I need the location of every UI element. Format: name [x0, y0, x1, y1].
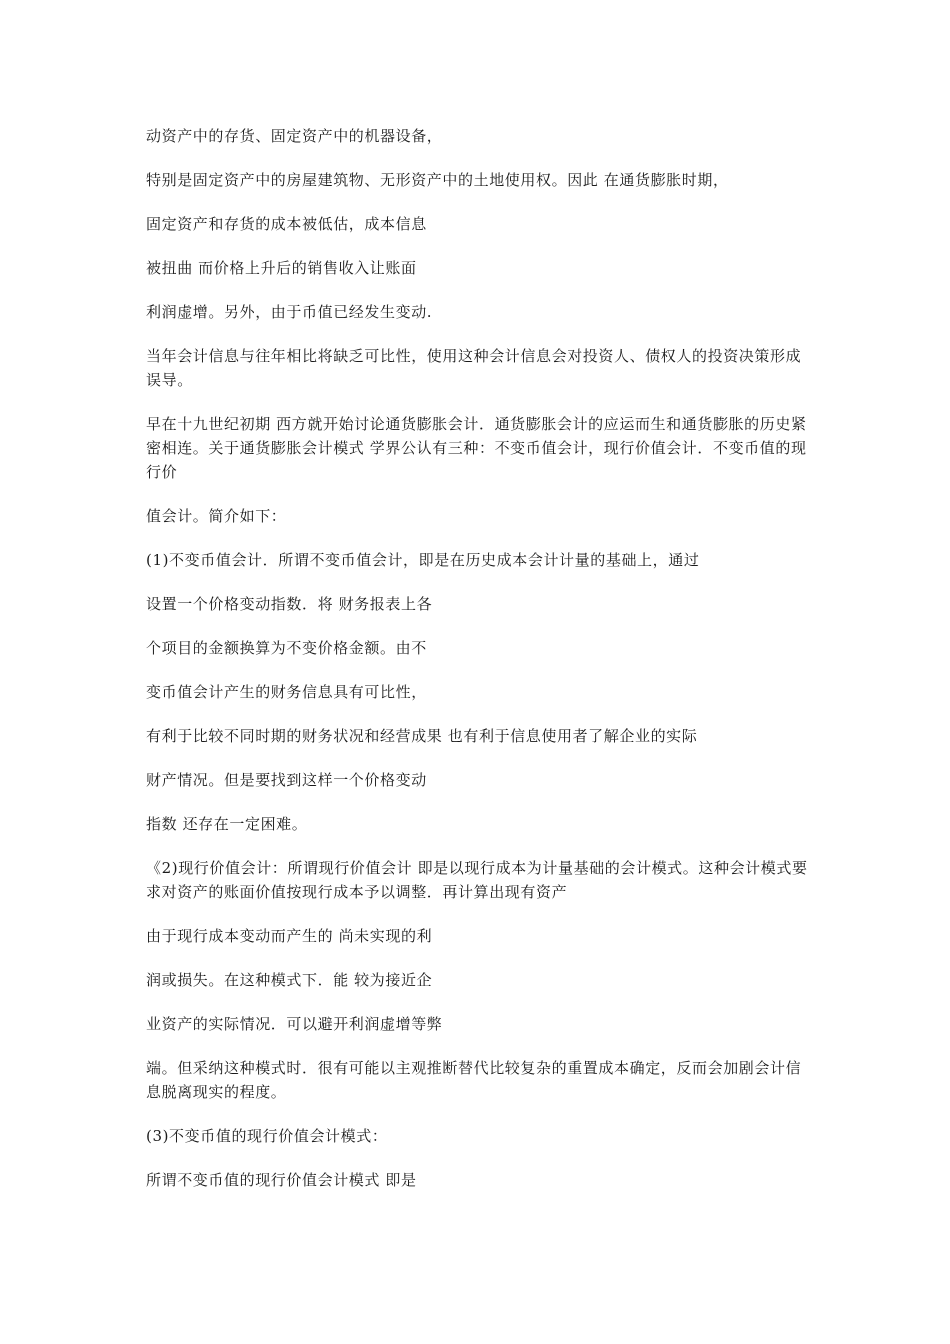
paragraph: 当年会计信息与往年相比将缺乏可比性，使用这种会计信息会对投资人、债权人的投资决策形成误导。 — [146, 347, 802, 389]
paragraph: 变币值会计产生的财务信息具有可比性， — [146, 683, 427, 701]
paragraph: 动资产中的存货、固定资产中的机器设备， — [146, 127, 443, 145]
paragraph: 端。但采纳这种模式时．很有可能以主观推断替代比较复杂的重置成本确定，反而会加剧会计信息脱离现实的程度。 — [146, 1059, 802, 1101]
paragraph: 指数 还存在一定困难。 — [146, 815, 308, 833]
paragraph: 个项目的金额换算为不变价格金额。由不 — [146, 639, 427, 657]
paragraph: 利润虚增。另外，由于币值已经发生变动. — [146, 303, 433, 321]
paragraph: 财产情况。但是要找到这样一个价格变动 — [146, 771, 427, 789]
paragraph: 特别是固定资产中的房屋建筑物、无形资产中的土地使用权。因此 在通货膨胀时期， — [146, 171, 729, 189]
paragraph: 固定资产和存货的成本被低估，成本信息 — [146, 215, 427, 233]
document-body — [146, 124, 816, 1212]
paragraph: (1)不变币值会计．所谓不变币值会计，即是在历史成本会计计量的基础上，通过 — [146, 551, 700, 569]
paragraph: 业资产的实际情况．可以避开利润虚增等弊 — [146, 1015, 443, 1033]
paragraph: 设置一个价格变动指数．将 财务报表上各 — [146, 595, 433, 613]
paragraph: 《2)现行价值会计：所谓现行价值会计 即是以现行成本为计量基础的会计模式。这种会计模式要求对资产的账面价值按现行成本予以调整．再计算出现有资产 — [146, 859, 808, 901]
paragraph: 有利于比较不同时期的财务状况和经营成果 也有利于信息使用者了解企业的实际 — [146, 727, 698, 745]
paragraph: 早在十九世纪初期 西方就开始讨论通货膨胀会计．通货膨胀会计的应运而生和通货膨胀的历史紧密相连。关于通货膨胀会计模式 学界公认有三种：不变币值会计，现行价值会计．不变币值的现行价 — [146, 415, 807, 481]
paragraph: 由于现行成本变动而产生的 尚未实现的利 — [146, 927, 433, 945]
paragraph: 所谓不变币值的现行价值会计模式 即是 — [146, 1171, 417, 1189]
paragraph: 被扭曲 而价格上升后的销售收入让账面 — [146, 259, 417, 277]
paragraph: 值会计。简介如下： — [146, 507, 287, 525]
paragraph: (3)不变币值的现行价值会计模式： — [146, 1127, 388, 1145]
paragraph: 润或损失。在这种模式下．能 较为接近企 — [146, 971, 433, 989]
